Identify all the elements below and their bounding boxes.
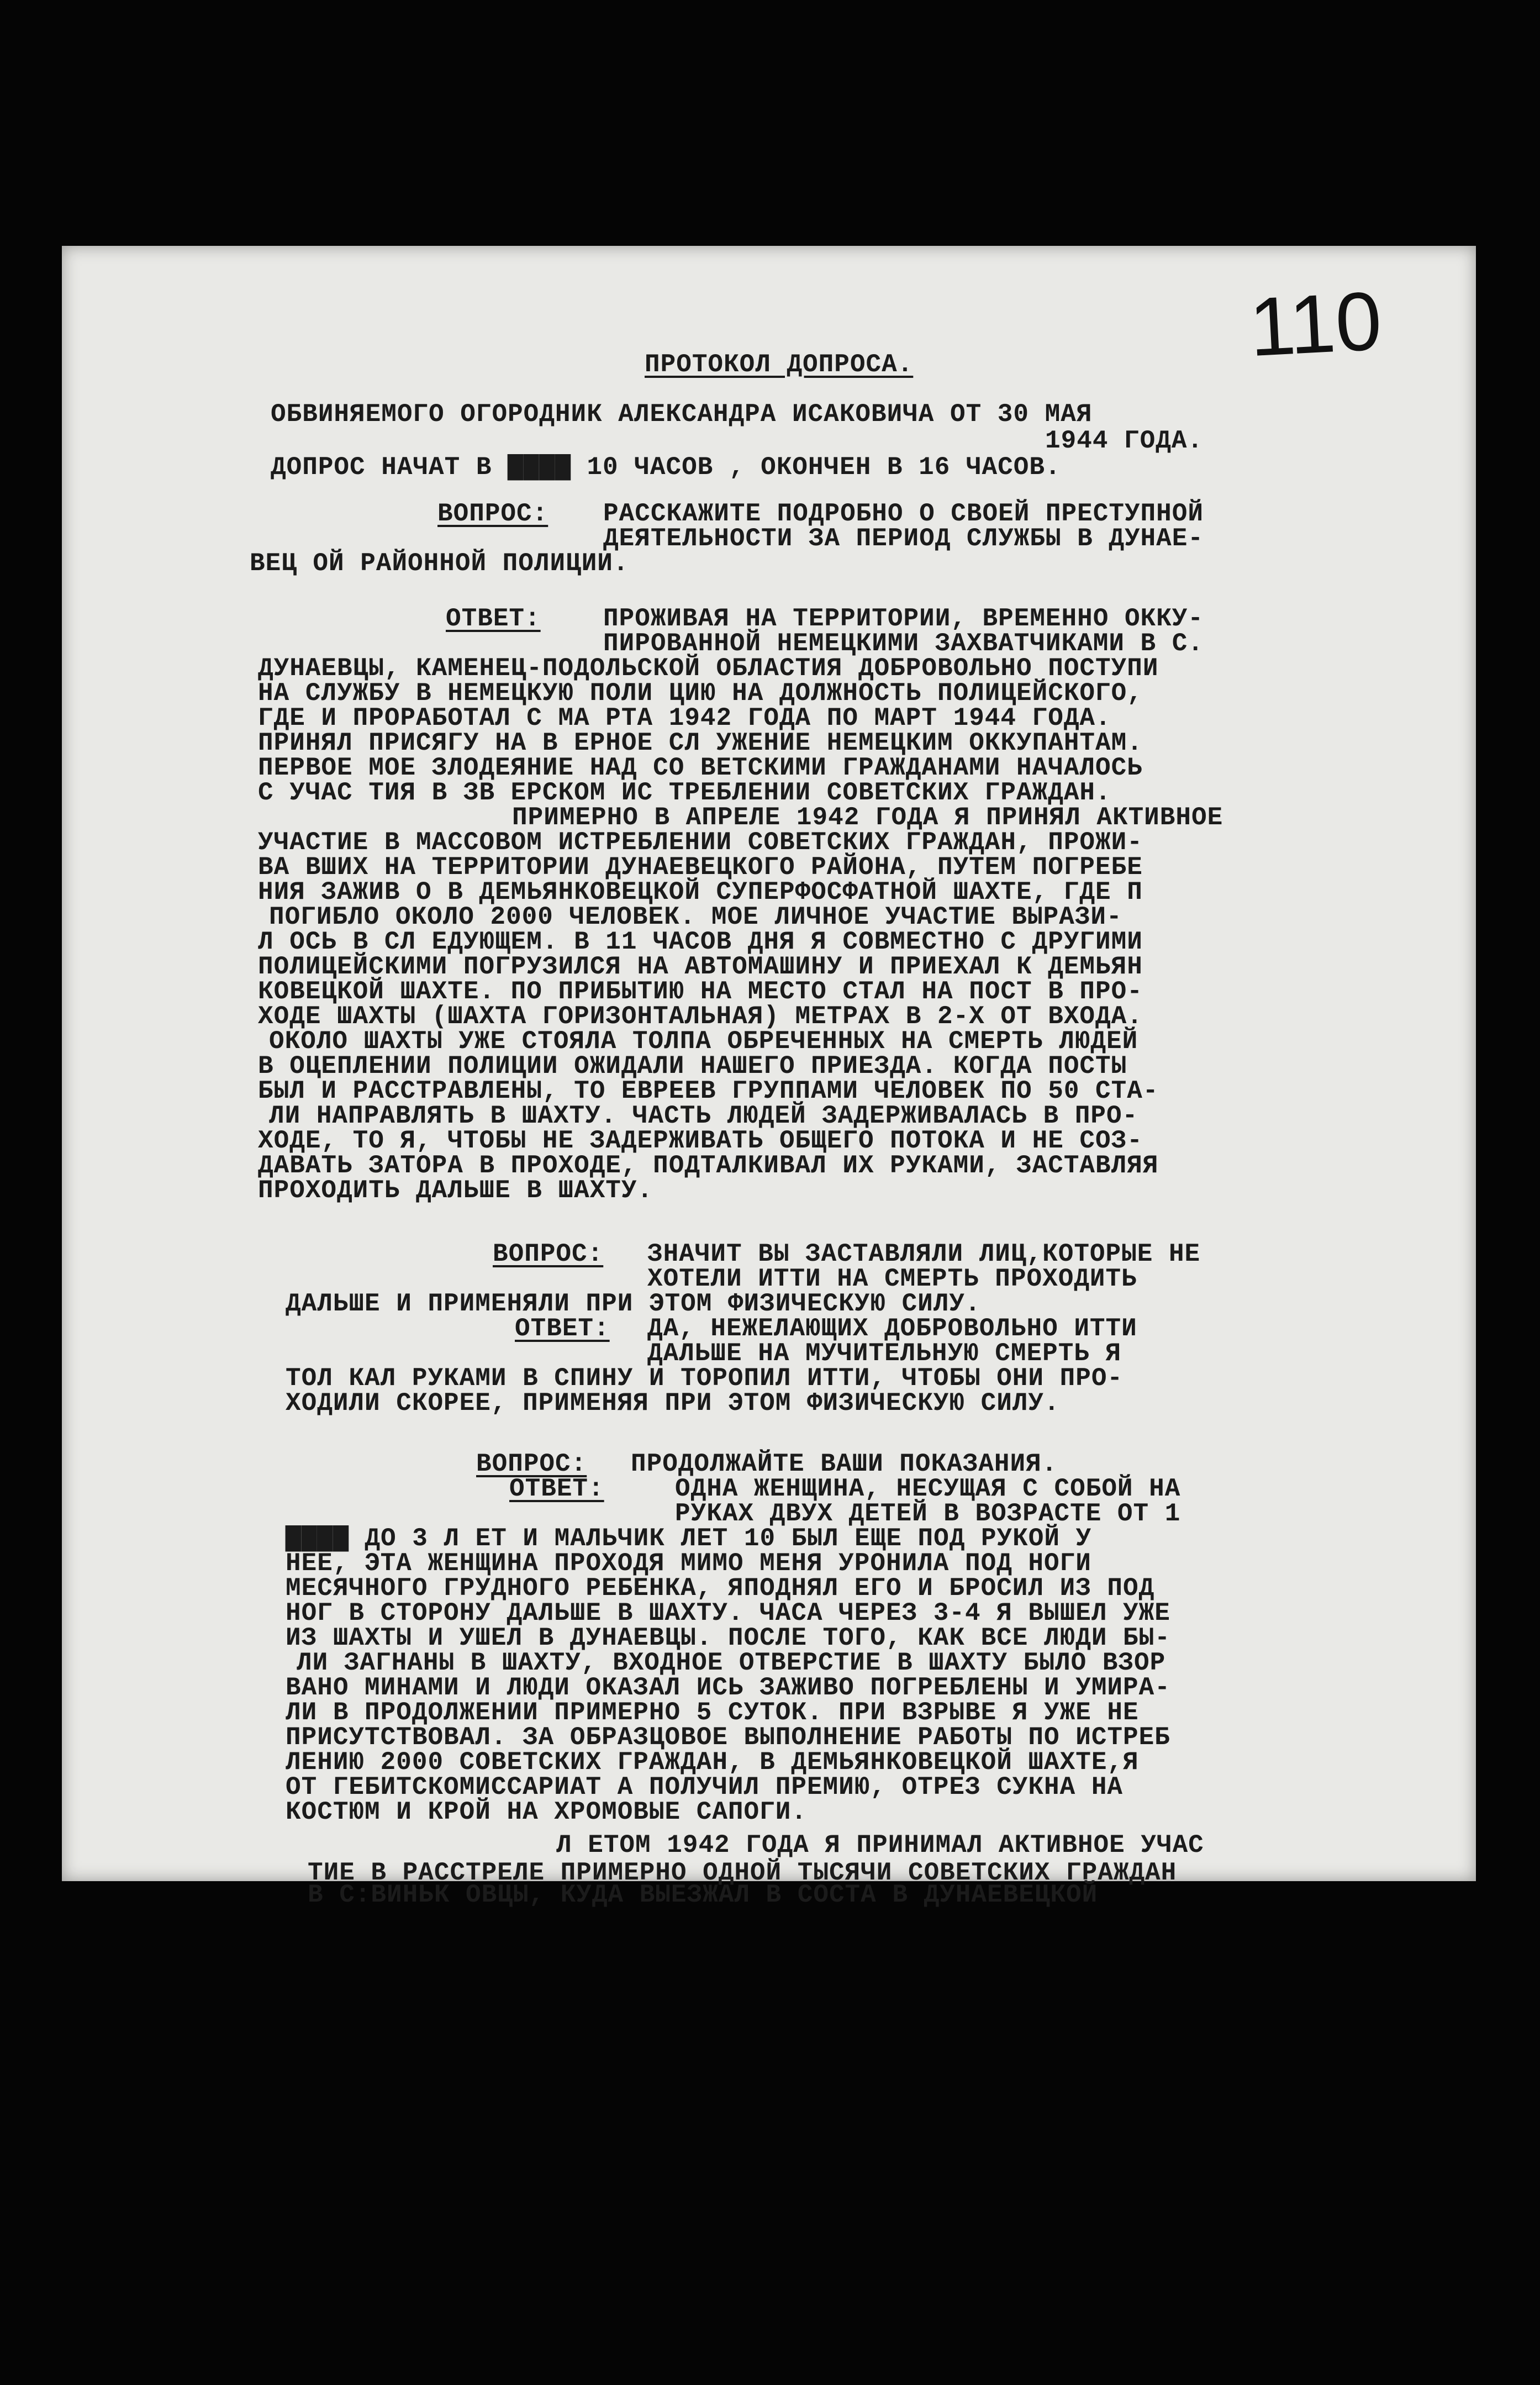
answer-text: НЕЕ, ЭТА ЖЕНЩИНА ПРОХОДЯ МИМО МЕНЯ УРОНИЛА ПОД НОГИ (286, 1549, 1091, 1578)
answer-text: ПРОХОДИТЬ ДАЛЬШЕ В ШАХТУ. (258, 1176, 653, 1205)
answer-label: ОТВЕТ: (446, 604, 541, 633)
answer-text: ХОДЕ, ТО Я, ЧТОБЫ НЕ ЗАДЕРЖИВАТЬ ОБЩЕГО ПОТОКА И НЕ СОЗ- (258, 1126, 1143, 1155)
answer-label: ОТВЕТ: (515, 1314, 610, 1343)
question-text: ХОТЕЛИ ИТТИ НА СМЕРТЬ ПРОХОДИТЬ (647, 1265, 1137, 1293)
answer-label: ОТВЕТ: (509, 1475, 604, 1503)
answer-text: ХОДЕ ШАХТЫ (ШАХТА ГОРИЗОНТАЛЬНАЯ) МЕТРАХ В 2-Х ОТ ВХОДА. (258, 1002, 1143, 1031)
answer-text: ПРИМЕРНО В АПРЕЛЕ 1942 ГОДА Я ПРИНЯЛ АКТИВНОЕ (512, 803, 1223, 832)
answer-text: В ОЦЕПЛЕНИИ ПОЛИЦИИ ОЖИДАЛИ НАШЕГО ПРИЕЗДА. КОГДА ПОСТЫ (258, 1052, 1127, 1081)
answer-text: ОДНА ЖЕНЩИНА, НЕСУЩАЯ С СОБОЙ НА (675, 1475, 1181, 1503)
answer-text: ДАЛЬШЕ НА МУЧИТЕЛЬНУЮ СМЕРТЬ Я (647, 1339, 1122, 1368)
answer-text: ОКОЛО ШАХТЫ УЖЕ СТОЯЛА ТОЛПА ОБРЕЧЕННЫХ НА СМЕРТЬ ЛЮДЕЙ (269, 1027, 1138, 1056)
answer-text: ПРИНЯЛ ПРИСЯГУ НА В ЕРНОЕ СЛ УЖЕНИЕ НЕМЕЦКИМ ОККУПАНТАМ. (258, 729, 1143, 757)
answer-text: ЛЕНИЮ 2000 СОВЕТСКИХ ГРАЖДАН, В ДЕМЬЯНКОВЕЦКОЙ ШАХТЕ,Я (286, 1748, 1139, 1777)
answer-text: Л ОСЬ В СЛ ЕДУЮЩЕМ. В 11 ЧАСОВ ДНЯ Я СОВМЕСТНО С ДРУГИМИ (258, 928, 1143, 956)
answer-text: КОВЕЦКОЙ ШАХТЕ. ПО ПРИБЫТИЮ НА МЕСТО СТАЛ НА ПОСТ В ПРО- (258, 977, 1143, 1006)
answer-text: ЛИ НАПРАВЛЯТЬ В ШАХТУ. ЧАСТЬ ЛЮДЕЙ ЗАДЕРЖИВАЛАСЬ В ПРО- (269, 1102, 1138, 1130)
answer-text: ИЗ ШАХТЫ И УШЕЛ В ДУНАЕВЦЫ. ПОСЛЕ ТОГО, КАК ВСЕ ЛЮДИ БЫ- (286, 1624, 1170, 1652)
answer-text: ОТ ГЕБИТСКОМИССАРИАТ А ПОЛУЧИЛ ПРЕМИЮ, ОТРЕЗ СУКНА НА (286, 1773, 1124, 1802)
page-number: 110 (1247, 273, 1384, 374)
question-text: ДАЛЬШЕ И ПРИМЕНЯЛИ ПРИ ЭТОМ ФИЗИЧЕСКУЮ СИЛУ. (286, 1289, 981, 1318)
answer-text: ▇▇▇▇ ДО 3 Л ЕТ И МАЛЬЧИК ЛЕТ 10 БЫЛ ЕЩЕ ПОД РУКОЙ У (286, 1524, 1092, 1553)
answer-text: МЕСЯЧНОГО ГРУДНОГО РЕБЕНКА, ЯПОДНЯЛ ЕГО И БРОСИЛ ИЗ ПОД (286, 1574, 1155, 1603)
answer-text: ПИРОВАННОЙ НЕМЕЦКИМИ ЗАХВАТЧИКАМИ В С. (603, 629, 1204, 658)
document-heading: ПРОТОКОЛ ДОПРОСА. (645, 350, 914, 379)
question-text: ДЕЯТЕЛЬНОСТИ ЗА ПЕРИОД СЛУЖБЫ В ДУНАЕ- (603, 524, 1204, 553)
answer-text: ПОГИБЛО ОКОЛО 2000 ЧЕЛОВЕК. МОЕ ЛИЧНОЕ УЧАСТИЕ ВЫРАЗИ- (269, 903, 1122, 931)
answer-text: БЫЛ И РАССТРАВЛЕНЫ, ТО ЕВРЕЕВ ГРУППАМИ ЧЕЛОВЕК ПО 50 СТА- (258, 1077, 1159, 1105)
answer-text: С УЧАС ТИЯ В ЗВ ЕРСКОМ ИС ТРЕБЛЕНИИ СОВЕТСКИХ ГРАЖДАН. (258, 778, 1111, 807)
answer-text: НОГ В СТОРОНУ ДАЛЬШЕ В ШАХТУ. ЧАСА ЧЕРЕЗ 3-4 Я ВЫШЕЛ УЖЕ (286, 1599, 1170, 1628)
answer-text: ПРИСУТСТВОВАЛ. ЗА ОБРАЗЦОВОЕ ВЫПОЛНЕНИЕ РАБОТЫ ПО ИСТРЕБ (286, 1723, 1170, 1752)
answer-text: В С:ВИНЬК ОВЦЫ, КУДА ВЫЕЗЖАЛ В СОСТА В ДУНАЕВЕЦКОЙ (308, 1881, 1098, 1909)
answer-text: Л ЕТОМ 1942 ГОДА Я ПРИНИМАЛ АКТИВНОЕ УЧАС (556, 1831, 1204, 1860)
question-label: ВОПРОС: (437, 499, 549, 528)
header-line: ДОПРОС НАЧАТ В ▇▇▇▇ 10 ЧАСОВ , ОКОНЧЕН В 16 ЧАСОВ. (271, 453, 1061, 482)
answer-text: ДА, НЕЖЕЛАЮЩИХ ДОБРОВОЛЬНО ИТТИ (647, 1314, 1137, 1343)
question-text: ВЕЦ ОЙ РАЙОННОЙ ПОЛИЦИИ. (250, 549, 629, 578)
answer-text: ГДЕ И ПРОРАБОТАЛ С МА РТА 1942 ГОДА ПО МАРТ 1944 ГОДА. (258, 704, 1111, 733)
question-text: ЗНАЧИТ ВЫ ЗАСТАВЛЯЛИ ЛИЦ,КОТОРЫЕ НЕ (647, 1240, 1201, 1268)
answer-text: ПЕРВОЕ МОЕ ЗЛОДЕЯНИЕ НАД СО ВЕТСКИМИ ГРАЖДАНАМИ НАЧАЛОСЬ (258, 754, 1143, 782)
header-line: 1944 ГОДА. (1045, 427, 1204, 455)
answer-text: РУКАХ ДВУХ ДЕТЕЙ В ВОЗРАСТЕ ОТ 1 (675, 1499, 1181, 1528)
answer-text: УЧАСТИЕ В МАССОВОМ ИСТРЕБЛЕНИИ СОВЕТСКИХ ГРАЖДАН, ПРОЖИ- (258, 828, 1143, 857)
answer-text: ВАНО МИНАМИ И ЛЮДИ ОКАЗАЛ ИСЬ ЗАЖИВО ПОГРЕБЛЕНЫ И УМИРА- (286, 1673, 1170, 1702)
question-text: ПРОДОЛЖАЙТЕ ВАШИ ПОКАЗАНИЯ. (631, 1450, 1058, 1478)
answer-text: ДАВАТЬ ЗАТОРА В ПРОХОДЕ, ПОДТАЛКИВАЛ ИХ РУКАМИ, ЗАСТАВЛЯЯ (258, 1151, 1159, 1180)
question-label: ВОПРОС: (476, 1450, 587, 1478)
answer-text: ХОДИЛИ СКОРЕЕ, ПРИМЕНЯЯ ПРИ ЭТОМ ФИЗИЧЕСКУЮ СИЛУ. (286, 1389, 1060, 1418)
document-page (62, 246, 1476, 1909)
question-text: РАССКАЖИТЕ ПОДРОБНО О СВОЕЙ ПРЕСТУПНОЙ (603, 499, 1204, 528)
answer-text: ЛИ В ПРОДОЛЖЕНИИ ПРИМЕРНО 5 СУТОК. ПРИ ВЗРЫВЕ Я УЖЕ НЕ (286, 1698, 1139, 1727)
header-line: ОБВИНЯЕМОГО ОГОРОДНИК АЛЕКСАНДРА ИСАКОВИЧА ОТ 30 МАЯ (271, 400, 1093, 429)
answer-text: ПРОЖИВАЯ НА ТЕРРИТОРИИ, ВРЕМЕННО ОККУ- (603, 604, 1204, 633)
answer-text: НА СЛУЖБУ В НЕМЕЦКУЮ ПОЛИ ЦИЮ НА ДОЛЖНОСТЬ ПОЛИЦЕЙСКОГО, (258, 679, 1143, 708)
answer-text: НИЯ ЗАЖИВ О В ДЕМЬЯНКОВЕЦКОЙ СУПЕРФОСФАТНОЙ ШАХТЕ, ГДЕ П (258, 878, 1143, 907)
answer-text: ВА ВШИХ НА ТЕРРИТОРИИ ДУНАЕВЕЦКОГО РАЙОНА, ПУТЕМ ПОГРЕБЕ (258, 853, 1143, 882)
answer-text: ЛИ ЗАГНАНЫ В ШАХТУ, ВХОДНОЕ ОТВЕРСТИЕ В ШАХТУ БЫЛО ВЗОР (297, 1649, 1166, 1677)
answer-text: ДУНАЕВЦЫ, КАМЕНЕЦ-ПОДОЛЬСКОЙ ОБЛАСТИЯ ДОБРОВОЛЬНО ПОСТУПИ (258, 654, 1159, 683)
answer-text: ПОЛИЦЕЙСКИМИ ПОГРУЗИЛСЯ НА АВТОМАШИНУ И ПРИЕХАЛ К ДЕМЬЯН (258, 952, 1143, 981)
answer-text: ТОЛ КАЛ РУКАМИ В СПИНУ И ТОРОПИЛ ИТТИ, ЧТОБЫ ОНИ ПРО- (286, 1364, 1124, 1393)
answer-text: ТИЕ В РАССТРЕЛЕ ПРИМЕРНО ОДНОЙ ТЫСЯЧИ СОВЕТСКИХ ГРАЖДАН (308, 1858, 1177, 1887)
answer-text: КОСТЮМ И КРОЙ НА ХРОМОВЫЕ САПОГИ. (286, 1798, 807, 1826)
question-label: ВОПРОС: (493, 1240, 604, 1268)
